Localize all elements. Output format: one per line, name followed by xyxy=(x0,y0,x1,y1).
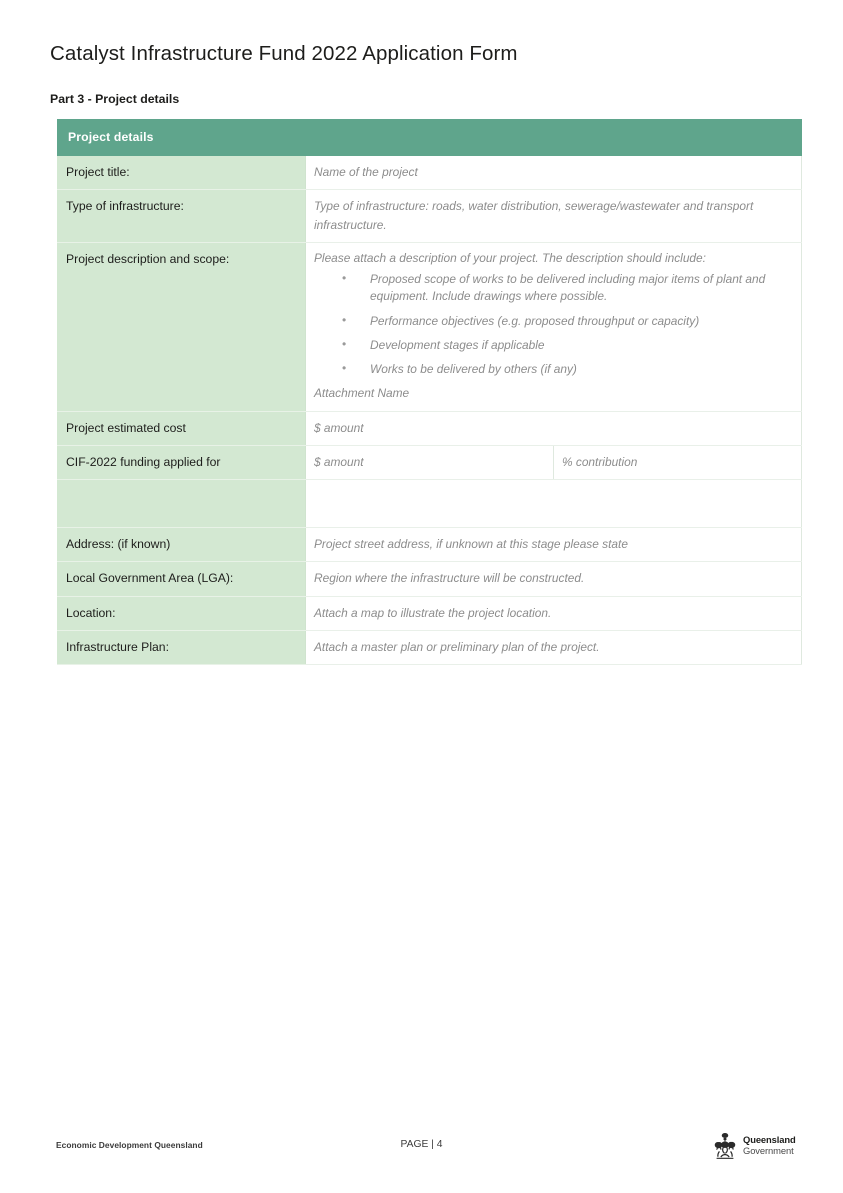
placeholder-text: Attach a master plan or preliminary plan of the project. xyxy=(314,639,600,654)
table-row-type-of-infrastructure xyxy=(58,190,802,243)
label-text: Local Government Area (LGA): xyxy=(66,571,234,586)
list-item: • Development stages if applicable xyxy=(314,337,793,354)
row-value-blank[interactable] xyxy=(306,480,802,528)
label-text: Address: (if known) xyxy=(66,537,171,551)
list-item: • Proposed scope of works to be delivered including major items of plant and equipment. Include drawings where possible. xyxy=(314,271,793,306)
table-row-cif-funding-applied xyxy=(58,445,802,479)
row-label-location xyxy=(58,596,306,630)
placeholder-text: Type of infrastructure: roads, water distribution, sewerage/wastewater and transport infrastructure. xyxy=(314,199,754,232)
logo-line-queensland: Queensland xyxy=(743,1134,796,1146)
placeholder-text: Attach a map to illustrate the project location. xyxy=(314,605,552,620)
project-details-table xyxy=(57,119,802,665)
coat-of-arms-icon xyxy=(712,1132,738,1160)
queensland-government-logo xyxy=(712,1129,802,1163)
page-title: Catalyst Infrastructure Fund 2022 Application Form xyxy=(50,42,518,65)
attachment-name-label: Attachment Name xyxy=(314,386,410,401)
table-row-project-description xyxy=(58,242,802,411)
footer-organisation: Economic Development Queensland xyxy=(56,1140,203,1150)
list-item: • Works to be delivered by others (if any) xyxy=(314,361,793,378)
label-text: Type of infrastructure: xyxy=(66,199,184,214)
logo-text xyxy=(743,1135,796,1156)
row-label-infrastructure-plan xyxy=(58,630,306,664)
placeholder-text: Please attach a description of your project. The description should include: xyxy=(314,250,706,265)
table-header-row xyxy=(58,120,802,156)
table-row-infrastructure-plan xyxy=(58,630,802,664)
table-row-local-government-area xyxy=(58,562,802,596)
footer-page-number: PAGE | 4 xyxy=(400,1139,443,1150)
table-header-label: Project details xyxy=(68,130,154,144)
placeholder-text: Region where the infrastructure will be constructed. xyxy=(314,571,585,586)
row-value-project-title[interactable] xyxy=(306,156,802,190)
row-value-infrastructure-plan[interactable] xyxy=(306,630,802,664)
section-heading: Part 3 - Project details xyxy=(50,92,180,106)
placeholder-text: $ amount xyxy=(314,454,364,469)
row-label-blank xyxy=(58,480,306,528)
row-value-project-description[interactable] xyxy=(306,242,802,411)
row-value-address[interactable] xyxy=(306,528,802,562)
row-label-project-title xyxy=(58,156,306,190)
row-value-project-estimated-cost[interactable] xyxy=(306,411,802,445)
table-row-project-estimated-cost xyxy=(58,411,802,445)
row-value-local-government-area[interactable] xyxy=(306,562,802,596)
placeholder-text: Name of the project xyxy=(314,165,418,179)
table-row-blank xyxy=(58,480,802,528)
row-label-project-description xyxy=(58,242,306,411)
row-label-project-estimated-cost xyxy=(58,411,306,445)
row-label-address xyxy=(58,528,306,562)
label-text: Project title: xyxy=(66,165,130,179)
table-row-location xyxy=(58,596,802,630)
label-text: Project estimated cost xyxy=(66,420,186,435)
row-label-local-government-area xyxy=(58,562,306,596)
row-value-cif-funding-percentage[interactable] xyxy=(554,445,802,479)
placeholder-text: $ amount xyxy=(314,420,364,435)
label-text: Project description and scope: xyxy=(66,251,230,266)
placeholder-text: Project street address, if unknown at this stage please state xyxy=(314,537,628,551)
row-label-cif-funding-applied xyxy=(58,445,306,479)
table-row-address xyxy=(58,528,802,562)
row-label-type-of-infrastructure xyxy=(58,190,306,243)
row-value-cif-funding-amount[interactable] xyxy=(306,445,554,479)
label-text: Infrastructure Plan: xyxy=(66,639,169,654)
placeholder-text: % contribution xyxy=(562,454,638,469)
row-value-type-of-infrastructure[interactable] xyxy=(306,190,802,243)
table-row-project-title xyxy=(58,156,802,190)
list-item: • Performance objectives (e.g. proposed throughput or capacity) xyxy=(314,313,793,330)
description-bullet-list xyxy=(314,271,793,378)
label-text: CIF-2022 funding applied for xyxy=(66,454,221,469)
row-value-location[interactable] xyxy=(306,596,802,630)
label-text: Location: xyxy=(66,605,116,620)
logo-line-government: Government xyxy=(743,1145,794,1156)
table-header-cell xyxy=(58,120,802,156)
